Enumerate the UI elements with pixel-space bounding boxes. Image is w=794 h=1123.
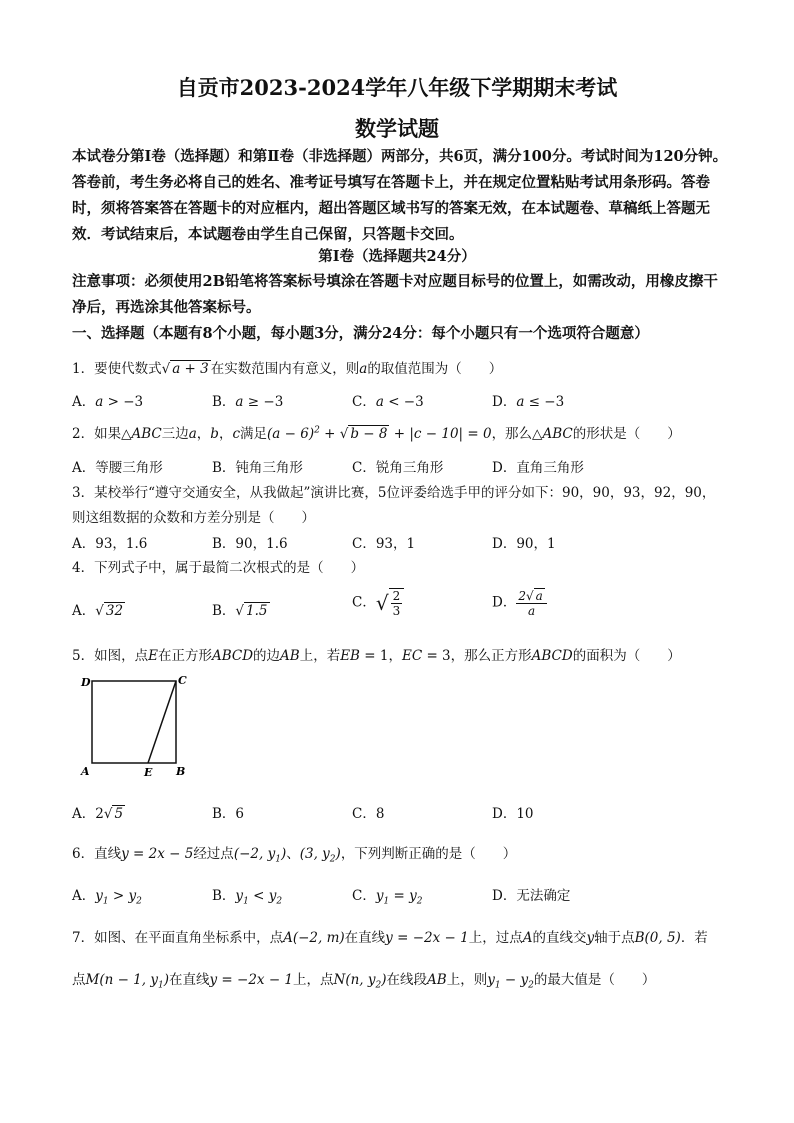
question-6: 6．直线y = 2x − 5经过点(−2, $y_1$)、(3, $y_2$)，下列判断正确的是（ ）	[72, 846, 517, 865]
q4-option-a[interactable]: A．√ 32	[72, 603, 124, 619]
q6-option-c[interactable]: C．$y_1 = y_2$	[352, 888, 423, 907]
question-4: 4．下列式子中，属于最简二次根式的是（ ）	[72, 560, 365, 576]
q6-option-b[interactable]: B．$y_1 < y_2$	[212, 888, 283, 907]
q5-option-c[interactable]: C．8	[352, 806, 385, 822]
question-3-line-1: 3．某校举行“遵守交通安全，从我做起”演讲比赛，5位评委给选手甲的评分如下：90，90，93，92，90，	[72, 485, 716, 501]
label-e: E	[144, 766, 153, 779]
q3-option-d[interactable]: D．90，1	[492, 536, 556, 552]
q5-option-b[interactable]: B．6	[212, 806, 245, 822]
q3-option-a[interactable]: A．93，1.6	[72, 536, 148, 552]
q2-option-b[interactable]: B．钝角三角形	[212, 460, 303, 476]
q6-option-a[interactable]: A．$y_1 > y_2$	[72, 888, 142, 907]
intro-paragraph: 本试卷分第Ⅰ卷（选择题）和第Ⅱ卷（非选择题）两部分，共6页，满分100分。考试时间为120分钟。答卷前，考生务必将自己的姓名、准考证号填写在答题卡上，并在规定位置粘贴考试用条形码。答卷时，须将答案答在答题卡的对应框内，超出答题区域书写的答案无效，在本试题卷、草稿纸上答题无效．考试结束后，本试题卷由学生自己保留，只答题卡交回。	[72, 148, 728, 243]
q1-option-a[interactable]: A．a > −3	[72, 394, 144, 410]
segment-ec	[148, 681, 176, 763]
notice-paragraph: 注意事项：必须使用2B铅笔将答案标号填涂在答题卡对应题目标号的位置上，如需改动，用橡皮擦干净后，再选涂其他答案标号。	[72, 273, 718, 316]
q5-option-a[interactable]: A．2√ 5	[72, 806, 124, 822]
question-7-line-1: 7．如图、在平面直角坐标系中，点A(−2, m)在直线y = −2x − 1上，过点A的直线交y轴于点B(0, 5)．若	[72, 930, 708, 946]
part-heading: 一、选择题（本题有8个小题，每小题3分，满分24分：每个小题只有一个选项符合题意）	[72, 325, 649, 342]
question-2: 2．如果△ABC三边a，b，c满足$(a - 6)^2$ + √ b − 8 + |c − 10| = 0，那么△ABC的形状是（ ）	[72, 425, 681, 442]
q6-option-d[interactable]: D．无法确定	[492, 888, 571, 904]
section-heading: 第Ⅰ卷（选择题共24分）	[318, 248, 476, 265]
question-7-line-2: 点M(n − 1, $y_1$)在直线y = −2x − 1上，点N(n, $y_2$)在线段AB上，则$y_1 - y_2$的最大值是（ ）	[72, 972, 656, 991]
exam-title: 自贡市2023-2024学年八年级下学期期末考试	[176, 75, 618, 100]
q3-option-c[interactable]: C．93，1	[352, 536, 416, 552]
label-c: C	[178, 674, 187, 687]
question-1: 1．要使代数式√ a + 3 在实数范围内有意义，则a的取值范围为（ ）	[72, 361, 503, 377]
q2-option-c[interactable]: C．锐角三角形	[352, 460, 444, 476]
label-b: B	[176, 765, 186, 778]
label-a: A	[81, 765, 90, 778]
q1-option-c[interactable]: C．a < −3	[352, 394, 424, 410]
square-abcd	[92, 681, 176, 763]
q4-option-b[interactable]: B．√ 1.5	[212, 603, 268, 619]
q2-option-d[interactable]: D．直角三角形	[492, 460, 584, 476]
q1-option-d[interactable]: D．a ≤ −3	[492, 394, 565, 410]
label-d: D	[81, 676, 91, 689]
exam-subtitle: 数学试题	[355, 116, 439, 141]
q4-option-d[interactable]: D． $\frac{2√ a}{a}$	[492, 588, 547, 618]
q3-option-b[interactable]: B．90，1.6	[212, 536, 288, 552]
q4-option-c[interactable]: C．√ $\frac{2}{3}$	[352, 588, 404, 618]
question-3-line-2: 则这组数据的众数和方差分别是（ ）	[72, 510, 315, 526]
q5-option-d[interactable]: D．10	[492, 806, 534, 822]
square-figure	[78, 672, 198, 780]
q2-option-a[interactable]: A．等腰三角形	[72, 460, 163, 476]
question-5: 5．如图，点E在正方形ABCD的边AB上，若EB = 1，EC = 3，那么正方形ABCD的面积为（ ）	[72, 648, 681, 664]
q1-option-b[interactable]: B．a ≥ −3	[212, 394, 284, 410]
